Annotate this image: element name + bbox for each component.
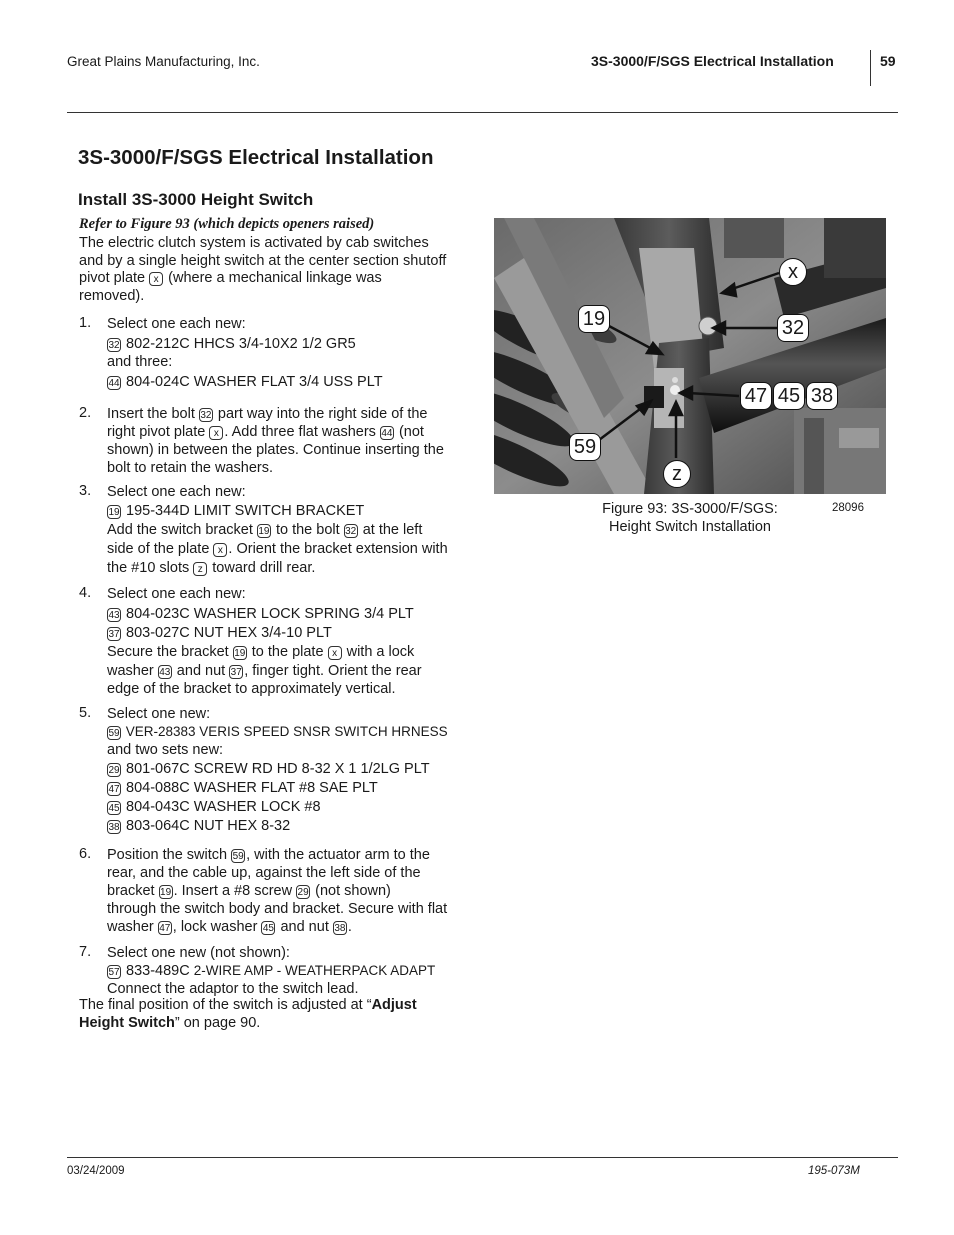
step-5: Select one new: 59 VER-28383 VERIS SPEED SNSR SWITCH HRNESS and two sets new: 29 801-067C SCREW RD HD 8-32 X 1 1/2LG PLT 47 804-088C WASHER FLAT #8 SAE PLT 45 804-043C WASHER LOCK #8 38 803-064C NUT HEX 8-32 [107,706,448,834]
callout-38: 38 [806,382,838,410]
intro-paragraph: The electric clutch system is activated by cab switches and by a single height switch at the center section shutoff pivot plate x (where a mechanical linkage was removed). [79,235,447,304]
callout-ref: 43 [108,610,120,621]
footer-date: 03/24/2009 [67,1165,125,1177]
photo-number: 28096 [832,502,864,514]
callout-ref: 47 [159,923,171,934]
step-1: Select one each new: 32 802-212C HHCS 3/4-10X2 1/2 GR5 and three: 44 804-024C WASHER FLAT 3/4 USS PLT [107,316,383,390]
callout-z: z [663,460,691,488]
callout-ref: 47 [108,784,120,795]
callout-ref: 19 [258,526,270,537]
step-number: 3. [79,483,92,499]
callout-ref: 32 [200,410,212,421]
callout-ref: 38 [108,822,120,833]
callout-ref: 45 [262,923,274,934]
step-number: 7. [79,944,92,960]
section-subtitle: Install 3S-3000 Height Switch [78,190,314,209]
step-3: Select one each new: 19 195-344D LIMIT SWITCH BRACKET Add the switch bracket 19 to the bolt 32 at the left side of the plate x . Orient the bracket extension with the #10 slots z toward drill rear. [107,484,448,576]
step-number: 6. [79,846,92,862]
callout-ref: x [149,272,163,286]
step-7: Select one new (not shown): 57 833-489C 2-WIRE AMP - WEATHERPACK ADAPT Connect the adaptor to the switch lead. [107,945,436,997]
figure-93-photo [494,218,886,494]
callout-45: 45 [773,382,805,410]
callout-ref: 37 [230,667,242,678]
header-company: Great Plains Manufacturing, Inc. [67,54,260,69]
step-4: Select one each new: 43 804-023C WASHER LOCK SPRING 3/4 PLT 37 803-027C NUT HEX 3/4-10 PLT Secure the bracket 19 to the plate x with a lock washer 43 and nut 37 , finger tight. Orient the rear edge of the bracket to approximately vertical. [107,586,422,697]
figure-reference: Refer to Figure 93 (which depicts openers raised) [79,216,375,232]
step-number: 2. [79,405,92,421]
callout-ref: z [193,562,207,576]
callout-19: 19 [578,305,610,333]
step-number: 5. [79,705,92,721]
step-2: Insert the bolt 32 part way into the right side of the right pivot plate x . Add three flat washers 44 (not shown) in between the plates. Continue inserting the bolt to retain the washers. [107,406,444,476]
callout-32: 32 [777,314,809,342]
callout-ref: 19 [234,648,246,659]
callout-ref: x [213,543,227,557]
callout-ref: x [209,426,223,440]
callout-ref: 19 [160,887,172,898]
step-6: Position the switch 59 , with the actuator arm to the rear, and the cable up, against the left side of the bracket 19 . Insert a #8 screw 29 (not shown) through the switch body and bracket. Secure with flat washer 47 , lock washer 45 and nut 38 . [107,847,448,935]
callout-ref: 32 [108,340,120,351]
callout-47: 47 [740,382,772,410]
callout-ref: 57 [108,967,120,978]
callout-ref: 43 [159,667,171,678]
figure-caption: Figure 93: 3S-3000/F/SGS: Height Switch Installation [602,501,778,535]
step-number: 1. [79,315,92,331]
final-paragraph: The final position of the switch is adjusted at “Adjust Height Switch” on page 90. [79,997,417,1031]
callout-ref: 38 [334,923,346,934]
callout-ref: 59 [108,728,120,739]
callout-ref: 29 [108,765,120,776]
callout-ref: 37 [108,629,120,640]
callout-ref: 59 [232,851,244,862]
step-number: 4. [79,585,92,601]
callout-ref: 45 [108,803,120,814]
page-title: 3S-3000/F/SGS Electrical Installation [78,146,434,169]
callout-ref: 29 [297,887,309,898]
callout-59: 59 [569,433,601,461]
callout-ref: 19 [108,507,120,518]
footer-doc-number: 195-073M [808,1165,860,1177]
footer-rule [67,1157,898,1158]
callout-ref: 32 [345,526,357,537]
callout-ref: x [328,646,342,660]
callout-x: x [779,258,807,286]
callout-ref: 44 [381,428,393,439]
callout-ref: 44 [108,378,120,389]
page-number: 59 [880,53,896,69]
header-section: 3S-3000/F/SGS Electrical Installation [591,53,834,69]
header-divider [870,50,871,86]
header-rule [67,112,898,113]
